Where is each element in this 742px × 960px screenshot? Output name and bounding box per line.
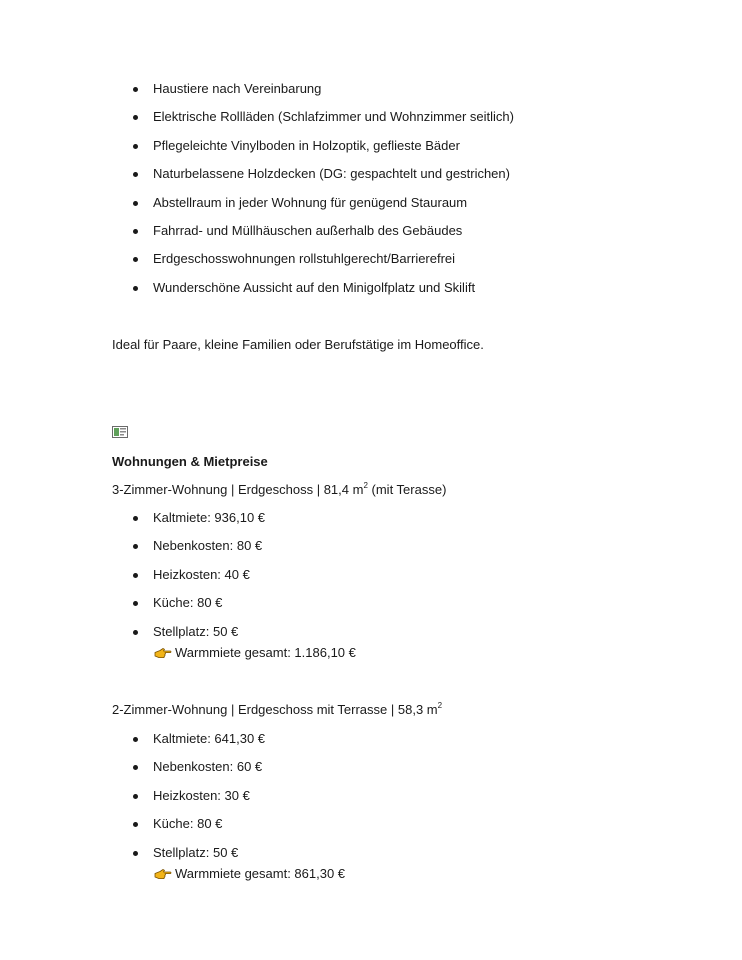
document-image-icon (112, 426, 128, 438)
intro-paragraph: Ideal für Paare, kleine Familien oder Berufstätige im Homeoffice. (112, 337, 484, 352)
list-item: Küche: 80 € (132, 816, 265, 832)
list-item: Nebenkosten: 60 € (132, 759, 265, 775)
features-list (132, 81, 514, 308)
list-item: Erdgeschosswohnungen rollstuhlgerecht/Barrierefrei (132, 251, 514, 267)
section-title: Wohnungen & Mietpreise (112, 454, 268, 469)
list-item: Pflegeleichte Vinylboden in Holzoptik, geflieste Bäder (132, 138, 514, 154)
list-item: Abstellraum in jeder Wohnung für genügend Stauraum (132, 195, 514, 211)
list-item: Wunderschöne Aussicht auf den Minigolfplatz und Skilift (132, 280, 514, 296)
list-item: Elektrische Rollläden (Schlafzimmer und Wohnzimmer seitlich) (132, 109, 514, 125)
list-item: Haustiere nach Vereinbarung (132, 81, 514, 97)
list-item: Heizkosten: 40 € (132, 567, 265, 583)
list-item: Kaltmiete: 936,10 € (132, 510, 265, 526)
apartment-cost-list (132, 510, 265, 652)
list-item: Naturbelassene Holzdecken (DG: gespachtelt und gestrichen) (132, 166, 514, 182)
apartment-heading: 2-Zimmer-Wohnung | Erdgeschoss mit Terrasse | 58,3 $m^2$ (112, 700, 443, 717)
list-item: Küche: 80 € (132, 595, 265, 611)
list-item: Stellplatz: 50 € (132, 624, 265, 640)
warmmiete-total: Warmmiete gesamt: 1.186,10 € (154, 645, 356, 661)
list-item: Kaltmiete: 641,30 € (132, 731, 265, 747)
list-item: Stellplatz: 50 € (132, 845, 265, 861)
apartment-cost-list (132, 731, 265, 873)
list-item: Heizkosten: 30 € (132, 788, 265, 804)
warmmiete-total: Warmmiete gesamt: 861,30 € (154, 866, 345, 882)
pointing-hand-icon (154, 868, 172, 880)
pointing-hand-icon (154, 647, 172, 659)
list-item: Nebenkosten: 80 € (132, 538, 265, 554)
list-item: Fahrrad- und Müllhäuschen außerhalb des Gebäudes (132, 223, 514, 239)
apartment-heading: 3-Zimmer-Wohnung | Erdgeschoss | 81,4 $m^2$ (mit Terasse) (112, 480, 447, 497)
